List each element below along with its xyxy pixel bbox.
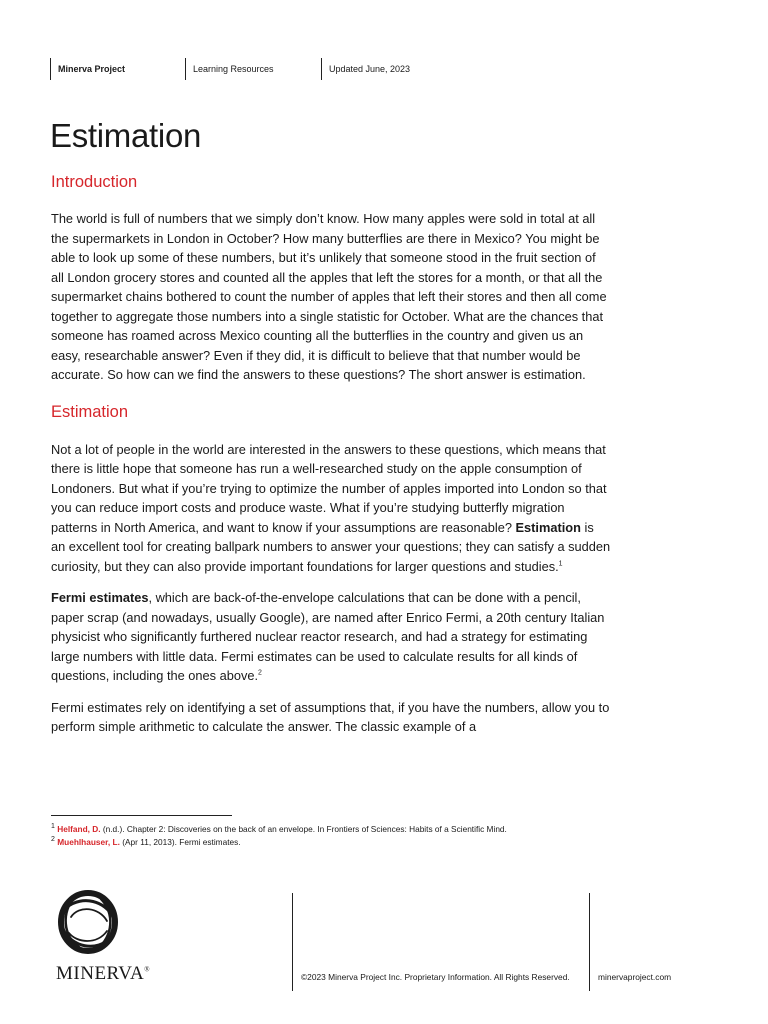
footer-divider-2 (589, 893, 590, 991)
footnote-1-text: (n.d.). Chapter 2: Discoveries on the back of an envelope. In Frontiers of Sciences: Habits of a Scientific Mind. (100, 824, 507, 834)
footnotes (51, 823, 651, 848)
brand-registered-mark: ® (144, 965, 151, 974)
footnote-2-author[interactable]: Muehlhauser, L. (57, 836, 120, 847)
estimation-p1-text-end: is an excellent tool for creating ballpark numbers to answer your questions; they can satisfy a sudden curiosity, but they can also provide important foundations for larger questions and studies. (51, 519, 611, 574)
footnote-1-author[interactable]: Helfand, D. (57, 824, 101, 834)
footnote-1-number: 1 (51, 823, 55, 831)
footnote-divider (51, 815, 232, 816)
footnote-ref-1[interactable]: 1 (558, 560, 563, 568)
minerva-wordmark (56, 963, 150, 985)
document-body (51, 173, 611, 737)
intro-heading: Introduction (51, 173, 138, 191)
footnote-2 (51, 836, 651, 849)
footnote-2-number: 2 (51, 835, 55, 843)
header-org: Minerva Project (50, 58, 125, 80)
estimation-term: Estimation (515, 519, 581, 535)
fermi-paragraph (51, 588, 611, 686)
fermi-paragraph-2: Fermi estimates rely on identifying a set of assumptions that, if you have the numbers, allow you to perform simple arithmetic to calculate the answer. The classic example of a (51, 699, 610, 734)
copyright-text: ©2023 Minerva Project Inc. Proprietary Information. All Rights Reserved. (301, 972, 570, 982)
footnote-ref-2[interactable]: 2 (258, 669, 262, 677)
website-link[interactable]: minervaproject.com (598, 972, 672, 982)
estimation-paragraph-1 (51, 440, 611, 577)
footer-divider-1 (292, 893, 293, 991)
brand-name: MINERVA (56, 963, 145, 984)
fermi-text: , which are back-of-the-envelope calculations that can be done with a pencil, paper scrap (and nowadays, usually Google), are named after Enrico Fermi, a 20th century Italian physicist who significantly furthered nuclear reactor research, and had a strategy for estimating large numbers with little data. Fermi estimates can be used to calculate results for all kinds of questions, including the ones above. (51, 590, 605, 683)
footnote-2-text: (Apr 11, 2013). Fermi estimates. (119, 836, 241, 847)
intro-paragraph: The world is full of numbers that we simply don’t know. How many apples were sold in total at all the supermarkets in London in October? How many butterflies are there in Mexico? You might be able to look up some of these numbers, but it’s unlikely that someone stood in the fruit section of all London grocery stores and counted all the apples that left the stores for a month, or that all the supermarket chains bothered to count the number of apples that left their stores and then all come together to aggregate those numbers into a single statistic for October. What are the chances that someone has roamed across Mexico counting all the butterflies in the country and given us an easy, researchable answer? Even if they did, it is difficult to believe that that number would be accurate. So how can we find the answers to these questions? The short answer is estimation. (51, 211, 607, 382)
header-updated: Updated June, 2023 (321, 58, 410, 80)
fermi-term: Fermi estimates (51, 590, 149, 605)
estimation-p1-text: Not a lot of people in the world are interested in the answers to these questions, which means that there is little hope that someone has run a well-researched study on the apple consumption of Londoners. But what if you’re trying to optimize the number of apples imported into London so that you can reduce import costs and produce waste. What if you’re studying butterfly migration patterns in North America, and want to know if your assumptions are reasonable? (51, 441, 607, 535)
page-title: Estimation (50, 117, 202, 154)
footnote-1 (51, 823, 651, 836)
estimation-heading: Estimation (51, 402, 129, 421)
header-section: Learning Resources (185, 58, 274, 80)
minerva-logo-icon (53, 887, 123, 957)
